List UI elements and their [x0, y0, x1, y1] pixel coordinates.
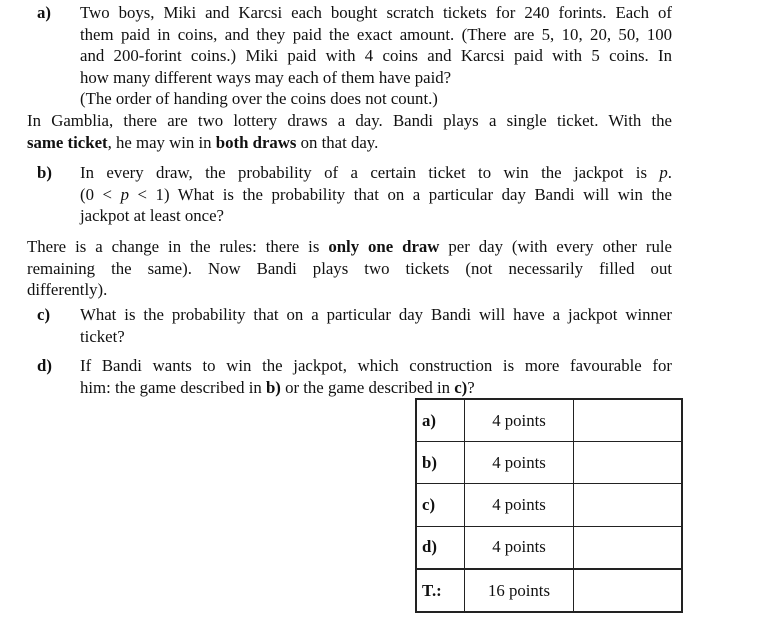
problem-b-line: jackpot at least once?: [80, 206, 224, 225]
score-entry-cell: [574, 484, 683, 526]
points-cell: 4 points: [465, 442, 574, 484]
ref-c-emphasis: c): [454, 377, 468, 397]
rule-change-line: differently).: [27, 280, 108, 299]
rule-change-text: per day (with every other rule: [439, 237, 672, 256]
problem-a-label: a): [37, 3, 51, 22]
rule-change-text: There is a change in the rules: there is: [27, 237, 329, 256]
problem-b-text-run: In every draw, the probability of a certain ticket to win the jackpot is: [80, 163, 660, 182]
same-ticket-emphasis: same ticket: [27, 132, 108, 152]
both-draws-emphasis: both draws: [215, 132, 297, 152]
total-score-entry-cell: [574, 569, 683, 612]
ref-b-emphasis: b): [265, 377, 281, 397]
problem-b-text-run: What is the probability that on a particular day Bandi will win the: [169, 184, 673, 204]
points-cell: 4 points: [465, 484, 574, 526]
score-row: [416, 526, 682, 569]
condition-text: < 1): [128, 184, 170, 204]
problem-c-line: ticket?: [80, 326, 125, 346]
part-label: d): [416, 526, 465, 569]
problem-d-text-run: or the game described in: [280, 377, 455, 397]
score-entry-cell: [574, 526, 683, 569]
problem-c-text: [80, 304, 672, 347]
problem-d-line: [80, 377, 672, 399]
problem-b-text-run: .: [667, 163, 672, 182]
rule-change-paragraph: [27, 236, 672, 301]
points-cell: 4 points: [465, 399, 574, 442]
intro-line: [27, 132, 672, 154]
intro-text: on that day.: [296, 132, 379, 152]
score-total-row: [416, 569, 682, 612]
problem-d-text: [80, 355, 672, 398]
intro-paragraph: [27, 110, 672, 153]
problem-c-label: c): [37, 305, 51, 324]
problem-b-line: [80, 184, 672, 206]
problem-a-line: and 200-forint coins.) Miki paid with 4 coins and Karcsi paid with 5 coins. In: [80, 46, 672, 65]
part-label: b): [416, 442, 465, 484]
problem-a-line: (The order of handing over the coins does not count.): [80, 89, 438, 108]
problem-a-line: them paid in coins, and they paid the exact amount. (There are 5, 10, 20, 50, 100: [80, 24, 672, 44]
problem-a-line: Two boys, Miki and Karcsi each bought scratch tickets for 240 forints. Each of: [80, 3, 672, 22]
problem-b-line: [80, 162, 672, 184]
problem-c-line: What is the probability that on a particular day Bandi will have a jackpot winner: [80, 305, 672, 324]
score-entry-cell: [574, 442, 683, 484]
problem-d-label: d): [37, 356, 52, 375]
problem-d-text-run: ?: [467, 377, 475, 397]
score-row: [416, 399, 682, 442]
score-row: [416, 442, 682, 484]
score-entry-cell: [574, 399, 683, 442]
intro-line: In Gamblia, there are two lottery draws a day. Bandi plays a single ticket. With the: [27, 111, 672, 130]
variable-p: p: [659, 163, 668, 182]
problem-d-text-run: him: the game described in: [80, 377, 266, 397]
problem-a-line: how many different ways may each of them have paid?: [80, 67, 452, 87]
points-cell: 4 points: [465, 526, 574, 569]
condition-text: (0 <: [80, 184, 121, 204]
variable-p: p: [120, 184, 129, 204]
score-row: [416, 484, 682, 526]
problem-a-text: [80, 2, 672, 110]
score-table: [415, 398, 683, 613]
problem-b-label: b): [37, 163, 52, 182]
rule-change-line: [27, 236, 672, 258]
rule-change-line: remaining the same). Now Bandi plays two tickets (not necessarily filled out: [27, 258, 672, 278]
problem-d-line: If Bandi wants to win the jackpot, which construction is more favourable for: [80, 356, 672, 375]
part-label: a): [416, 399, 465, 442]
total-points-cell: 16 points: [465, 569, 574, 612]
intro-text: , he may win in: [107, 132, 216, 152]
total-label: T.:: [416, 569, 465, 612]
only-one-draw-emphasis: only one draw: [328, 237, 440, 256]
problem-b-text: [80, 162, 672, 227]
part-label: c): [416, 484, 465, 526]
